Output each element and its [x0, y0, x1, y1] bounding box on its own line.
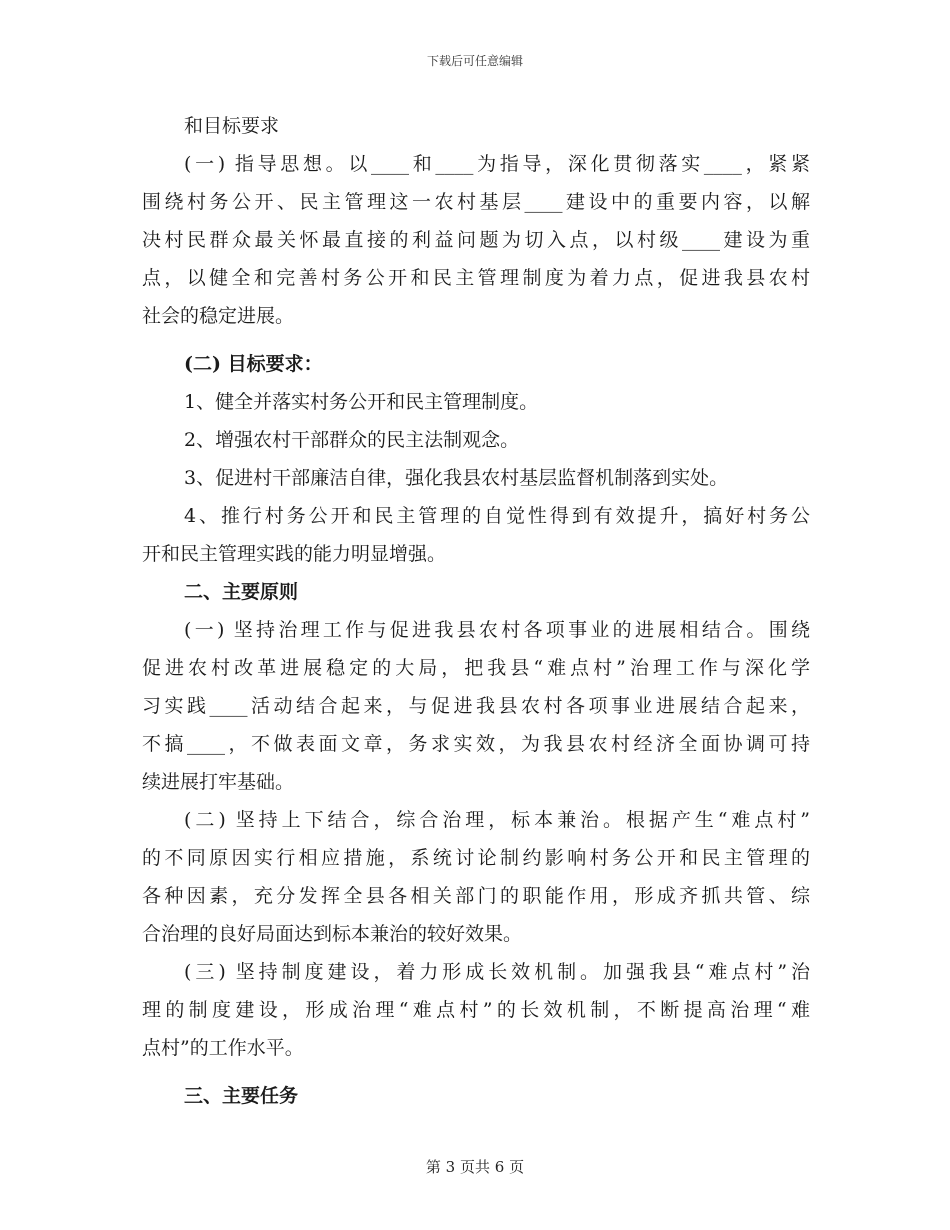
text-line: 点村”的工作水平。: [142, 1037, 304, 1059]
text-line: 不搞____，不做表面文章，务求实效，为我县农村经济全面协调可持: [142, 733, 810, 755]
section-heading: 三、主要任务: [184, 1085, 299, 1107]
text-line: (一) 指导思想。以____和____为指导，深化贯彻落实____，紧紧: [184, 153, 810, 175]
text-line: 3、促进村干部廉洁自律，强化我县农村基层监督机制落到实处。: [184, 467, 729, 489]
page-footer: 第 3 页共 6 页: [425, 1158, 525, 1176]
text-line: (二) 坚持上下结合，综合治理，标本兼治。根据产生“难点村”: [184, 809, 810, 831]
section-heading: 二、主要原则: [184, 581, 299, 603]
text-line: 理的制度建设，形成治理“难点村”的长效机制，不断提高治理“难: [142, 999, 810, 1021]
text-line: 续进展打牢基础。: [142, 771, 295, 793]
text-line: 促进农村改革进展稳定的大局，把我县“难点村”治理工作与深化学: [142, 657, 810, 679]
text-line: 点，以健全和完善村务公开和民主管理制度为着力点，促进我县农村: [142, 267, 810, 289]
section-heading: (二) 目标要求：: [184, 353, 323, 375]
text-line: 各种因素，充分发挥全县各相关部门的职能作用，形成齐抓共管、综: [142, 885, 810, 907]
text-line: 决村民群众最关怀最直接的利益问题为切入点，以村级____建设为重: [142, 229, 810, 251]
document-body: [142, 107, 810, 1115]
text-line: (一) 坚持治理工作与促进我县农村各项事业的进展相结合。围绕: [184, 619, 810, 641]
text-line: 2、增强农村干部群众的民主法制观念。: [184, 429, 520, 451]
text-line: (三) 坚持制度建设，着力形成长效机制。加强我县“难点村”治: [184, 961, 810, 983]
text-line: 社会的稳定进展。: [142, 305, 295, 327]
page-header: 下载后可任意编辑: [426, 54, 523, 68]
text-line: 4、推行村务公开和民主管理的自觉性得到有效提升，搞好村务公: [184, 505, 810, 527]
text-line: 1、健全并落实村务公开和民主管理制度。: [184, 391, 539, 413]
text-line: 开和民主管理实践的能力明显增强。: [142, 543, 447, 565]
text-line: 围绕村务公开、民主管理这一农村基层____建设中的重要内容，以解: [142, 191, 810, 213]
text-line: 习实践____活动结合起来，与促进我县农村各项事业进展结合起来，: [142, 695, 810, 717]
text-line: 的不同原因实行相应措施，系统讨论制约影响村务公开和民主管理的: [142, 847, 810, 869]
text-line: 和目标要求: [184, 115, 280, 137]
text-line: 合治理的良好局面达到标本兼治的较好效果。: [142, 923, 523, 945]
